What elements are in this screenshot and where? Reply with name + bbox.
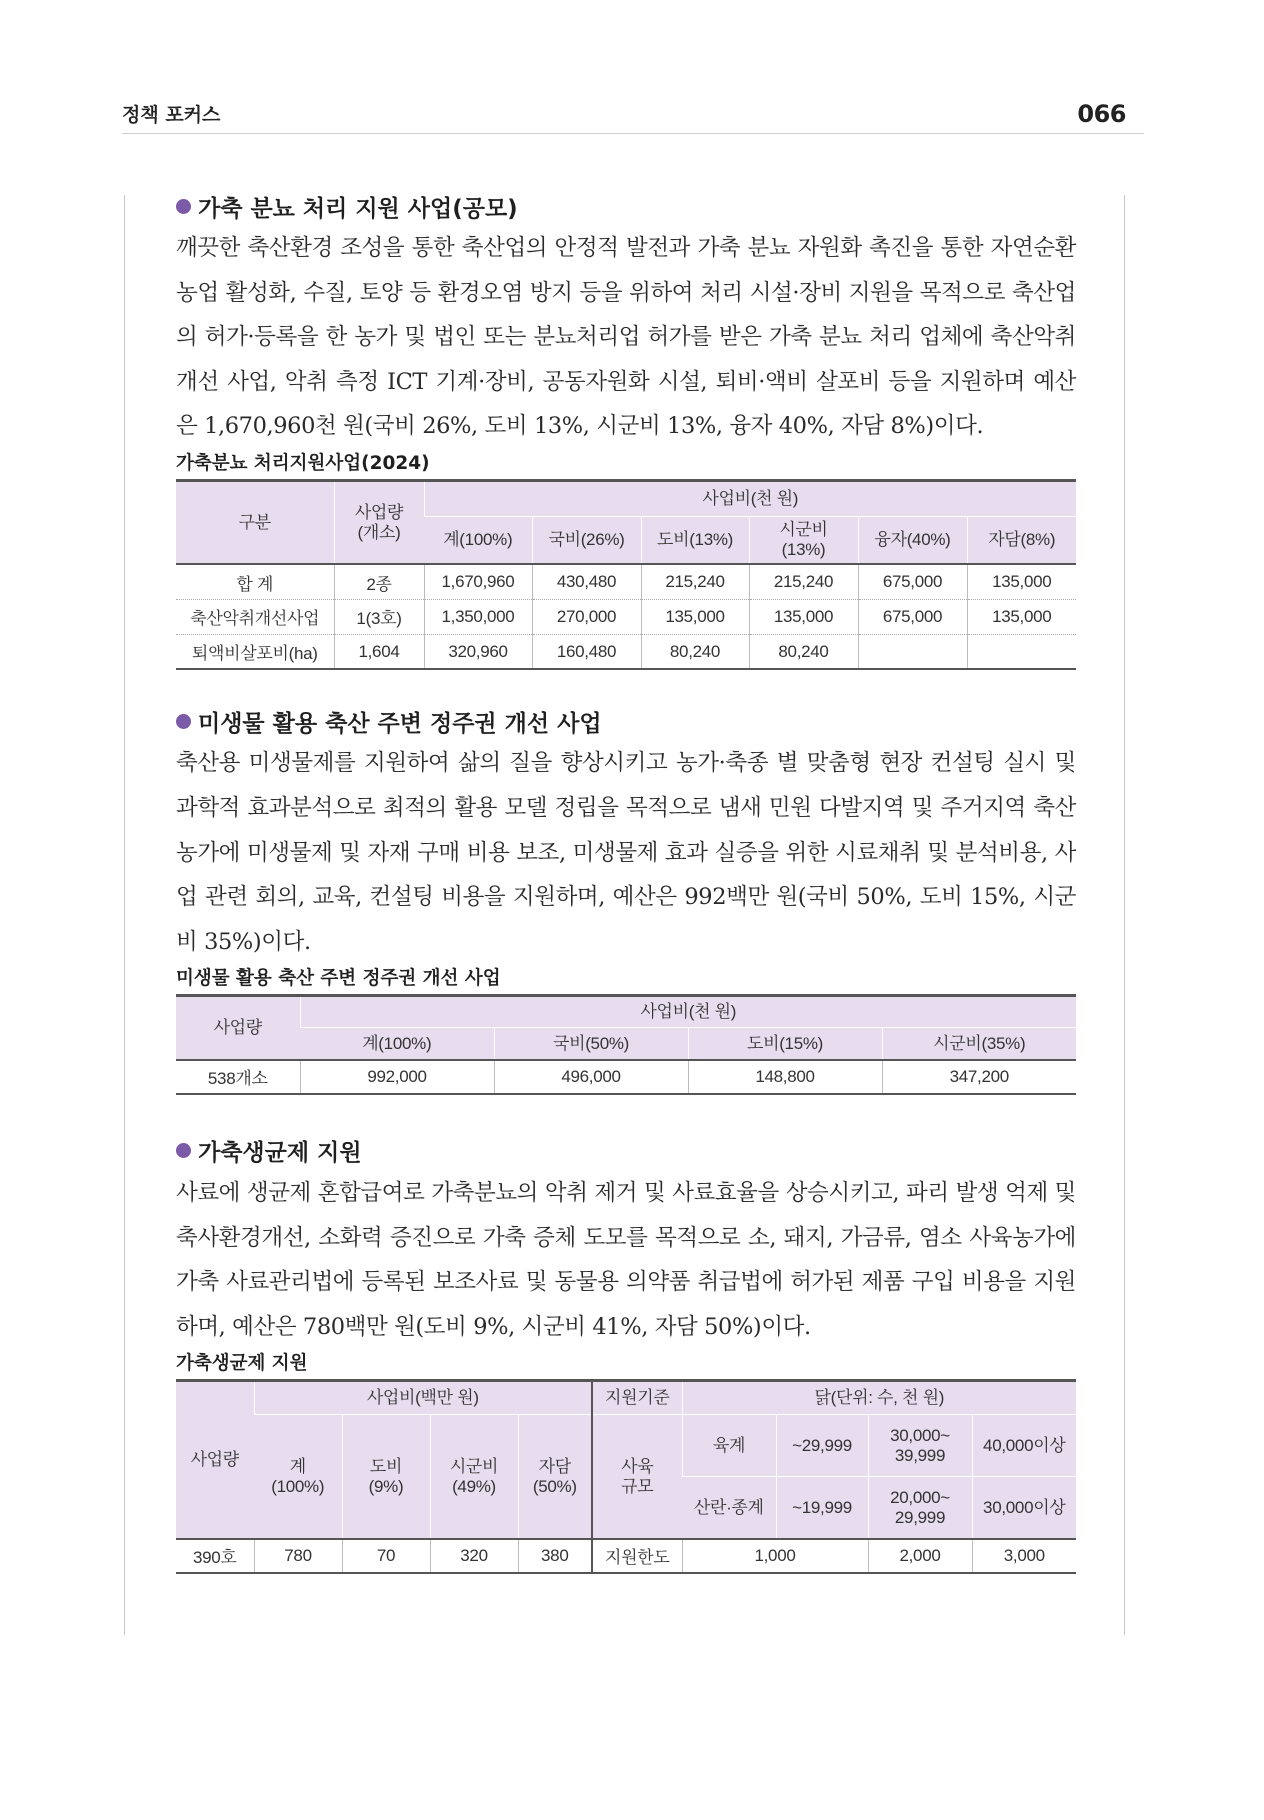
table-cell: 합 계 bbox=[176, 564, 334, 599]
header-chicken-group: 닭(단위: 수, 천 원) bbox=[682, 1381, 1076, 1415]
table-cell bbox=[858, 634, 967, 669]
table-title: 가축분뇨 처리지원사업(2024) bbox=[176, 452, 430, 474]
header-scale: 사육 규모 bbox=[592, 1415, 682, 1539]
table-row bbox=[176, 1060, 1076, 1094]
header-subcol: 시군비 (49%) bbox=[430, 1415, 518, 1539]
table-cell: 2,000 bbox=[868, 1539, 972, 1573]
header-subcol: 시군비(35%) bbox=[882, 1028, 1076, 1060]
table-cell: 1(3호) bbox=[334, 599, 424, 634]
header-quantity: 사업량 bbox=[176, 996, 300, 1060]
header-divider bbox=[122, 133, 1144, 134]
header-subcol: 자담(8%) bbox=[967, 516, 1076, 564]
layer-range: 30,000이상 bbox=[972, 1477, 1076, 1539]
table-cell: 675,000 bbox=[858, 564, 967, 599]
table-row bbox=[176, 1539, 1076, 1573]
page-content bbox=[176, 190, 1076, 1574]
table-cell: 80,240 bbox=[749, 634, 858, 669]
table-cell: 390호 bbox=[192, 1548, 237, 1568]
probiotic-support-table bbox=[176, 1379, 1076, 1574]
table-cell: 퇴액비살포비(ha) bbox=[176, 634, 334, 669]
section-title bbox=[176, 1135, 1076, 1167]
header-subcol: 국비(50%) bbox=[494, 1028, 688, 1060]
table-cell: 320,960 bbox=[424, 634, 532, 669]
bullet-icon bbox=[176, 714, 191, 729]
table-cell: 지원한도 bbox=[592, 1539, 682, 1573]
table-cell: 2종 bbox=[334, 564, 424, 599]
header-subcol: 계 (100%) bbox=[254, 1415, 342, 1539]
table-cell: 780 bbox=[254, 1539, 342, 1573]
header-cost-group: 사업비(천 원) bbox=[300, 996, 1076, 1028]
table-cell: 430,480 bbox=[532, 564, 641, 599]
table-title: 미생물 활용 축산 주변 정주권 개선 사업 bbox=[176, 968, 501, 990]
header-subcol: 융자(40%) bbox=[858, 516, 967, 564]
layer-range: 20,000~ 29,999 bbox=[868, 1477, 972, 1539]
table-cell: 3,000 bbox=[972, 1539, 1076, 1573]
table-title: 가축생균제 지원 bbox=[176, 1353, 308, 1375]
header-subcol: 도비(13%) bbox=[641, 516, 749, 564]
header-subcol: 자담 (50%) bbox=[518, 1415, 592, 1539]
manure-support-table bbox=[176, 479, 1076, 671]
header-criteria: 지원기준 bbox=[592, 1381, 682, 1415]
header-subcol: 계(100%) bbox=[300, 1028, 494, 1060]
section-title bbox=[176, 190, 1076, 222]
table-cell: 135,000 bbox=[967, 599, 1076, 634]
table-cell: 148,800 bbox=[688, 1060, 882, 1094]
table-cell: 675,000 bbox=[858, 599, 967, 634]
table-cell bbox=[967, 634, 1076, 669]
table-row bbox=[176, 634, 1076, 669]
section-body: 깨끗한 축산환경 조성을 통한 축산업의 안정적 발전과 가축 분뇨 자원화 촉진을 통한 자연순환 농업 활성화, 수질, 토양 등 환경오염 방지 등을 위하여 처리 시설·장비 지원을 목적으로 축산업의 허가·등록을 한 농가 및 법인 또는 분뇨처리업 허가를 받은 가축 분뇨 처리 업체에 축산악취 개선 사업, 악취 측정 ICT 기계·장비, 공동자원화 시설, 퇴비·액비 살포비 등을 지원하며 예산은 1,670,960천 원(국비 26%, 도비 13%, 시군비 13%, 융자 40%, 자담 8%)이다. bbox=[176, 235, 1076, 440]
table-cell: 347,200 bbox=[882, 1060, 1076, 1094]
table-cell: 992,000 bbox=[300, 1060, 494, 1094]
table-cell: 380 bbox=[518, 1539, 592, 1573]
table-cell: 215,240 bbox=[749, 564, 858, 599]
broiler-label: 육계 bbox=[682, 1415, 776, 1477]
layer-range: ~19,999 bbox=[776, 1477, 868, 1539]
section-body: 축산용 미생물제를 지원하여 삶의 질을 향상시키고 농가·축종 별 맞춤형 현장 컨설팅 실시 및 과학적 효과분석으로 최적의 활용 모델 정립을 목적으로 냄새 민원 다발지역 및 주거지역 축산농가에 미생물제 및 자재 구매 비용 보조, 미생물제 효과 실증을 위한 시료채취 및 분석비용, 사업 관련 회의, 교육, 컨설팅 비용을 지원하며, 예산은 992백만 원(국비 50%, 도비 15%, 시군비 35%)이다. bbox=[176, 750, 1076, 955]
header-subcol: 국비(26%) bbox=[532, 516, 641, 564]
broiler-range: ~29,999 bbox=[776, 1415, 868, 1477]
section-title bbox=[176, 705, 1076, 737]
table-cell: 70 bbox=[342, 1539, 430, 1573]
header-subcol: 계(100%) bbox=[424, 516, 532, 564]
section-title-text: 미생물 활용 축산 주변 정주권 개선 사업 bbox=[198, 710, 602, 737]
broiler-range: 40,000이상 bbox=[972, 1415, 1076, 1477]
table-cell: 135,000 bbox=[967, 564, 1076, 599]
header-quantity: 사업량 bbox=[176, 1381, 254, 1539]
table-row bbox=[176, 564, 1076, 599]
table-cell: 1,604 bbox=[334, 634, 424, 669]
left-margin-rule bbox=[124, 195, 125, 1635]
header-subcol: 도비(15%) bbox=[688, 1028, 882, 1060]
header-cost-group: 사업비(천 원) bbox=[424, 480, 1076, 516]
section-header-label: 정책 포커스 bbox=[122, 104, 221, 126]
broiler-range: 30,000~ 39,999 bbox=[868, 1415, 972, 1477]
table-cell: 축산악취개선사업 bbox=[176, 599, 334, 634]
table-cell: 1,350,000 bbox=[424, 599, 532, 634]
table-cell: 496,000 bbox=[494, 1060, 688, 1094]
layer-label: 산란·종계 bbox=[682, 1477, 776, 1539]
table-cell: 135,000 bbox=[749, 599, 858, 634]
header-cost-group: 사업비(백만 원) bbox=[254, 1381, 592, 1415]
table-cell: 80,240 bbox=[641, 634, 749, 669]
table-cell: 135,000 bbox=[641, 599, 749, 634]
table-cell: 270,000 bbox=[532, 599, 641, 634]
section-title-text: 가축 분뇨 처리 지원 사업(공모) bbox=[198, 195, 518, 222]
header-quantity: 사업량 (개소) bbox=[334, 480, 424, 564]
section-title-text: 가축생균제 지원 bbox=[198, 1140, 362, 1167]
section-body: 사료에 생균제 혼합급여로 가축분뇨의 악취 제거 및 사료효율을 상승시키고, 파리 발생 억제 및 축사환경개선, 소화력 증진으로 가축 증체 도모를 목적으로 소, 돼지, 가금류, 염소 사육농가에 가축 사료관리법에 등록된 보조사료 및 동물용 의약품 취급법에 허가된 제품 구입 비용을 지원하며, 예산은 780백만 원(도비 9%, 시군비 41%, 자담 50%)이다. bbox=[176, 1179, 1076, 1340]
table-row bbox=[176, 599, 1076, 634]
right-margin-rule bbox=[1124, 195, 1125, 1635]
bullet-icon bbox=[176, 1143, 191, 1158]
table-cell: 538개소 bbox=[207, 1069, 268, 1089]
table-cell: 160,480 bbox=[532, 634, 641, 669]
header-subcol: 시군비 (13%) bbox=[749, 516, 858, 564]
microbe-project-table bbox=[176, 994, 1076, 1095]
table-cell: 320 bbox=[430, 1539, 518, 1573]
table-cell: 215,240 bbox=[641, 564, 749, 599]
bullet-icon bbox=[176, 199, 191, 214]
table-cell: 1,000 bbox=[682, 1539, 868, 1573]
header-subcol: 도비 (9%) bbox=[342, 1415, 430, 1539]
page-number: 066 bbox=[1077, 100, 1126, 128]
header-category: 구분 bbox=[176, 480, 334, 564]
table-cell: 1,670,960 bbox=[424, 564, 532, 599]
